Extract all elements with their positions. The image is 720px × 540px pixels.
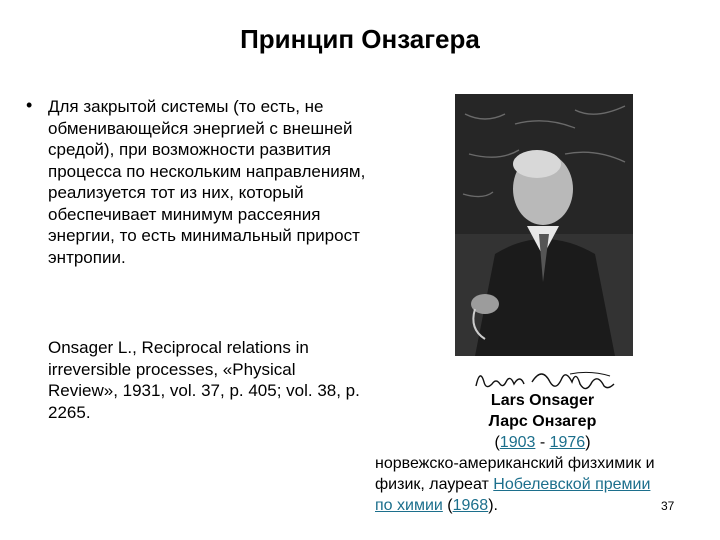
- caption-name-ru: Ларс Онзагер: [488, 413, 597, 430]
- close-paren: ): [585, 434, 591, 451]
- open-paren: (: [494, 434, 500, 451]
- link-birth-year[interactable]: 1903: [499, 434, 536, 451]
- caption-line2-prefix: физик, лауреат: [375, 476, 494, 493]
- portrait-illustration: [455, 94, 633, 356]
- link-death-year[interactable]: 1976: [549, 434, 586, 451]
- caption-line2: [375, 474, 710, 495]
- caption-name-en: Lars Onsager: [490, 392, 595, 409]
- dash: -: [535, 434, 550, 451]
- signature-image: [470, 360, 630, 394]
- portrait-photo: [455, 94, 633, 356]
- bullet-text: Для закрытой системы (то есть, не обменивающейся энергией с внешней средой), при возможности развития процесса по нескольким направлениям, реализуется тот из них, который обеспечивает минимум рассеяния энергии, то есть минимальный прирост энтропии.: [48, 97, 366, 267]
- caption-line1: норвежско-американский физхимик и: [375, 455, 655, 472]
- slide-title: Принцип Онзагера: [240, 24, 480, 54]
- bullet-marker: •: [26, 95, 33, 115]
- link-nobel-prize[interactable]: Нобелевской премии: [493, 476, 651, 493]
- year-suffix: ).: [488, 497, 498, 514]
- link-chemistry[interactable]: по химии: [375, 497, 443, 514]
- caption-line3: [375, 495, 710, 516]
- caption-lifespan: [375, 432, 710, 453]
- link-award-year[interactable]: 1968: [452, 497, 489, 514]
- year-prefix: (: [442, 497, 453, 514]
- bullet-item: [26, 96, 366, 268]
- photo-caption: [375, 390, 710, 516]
- page-number: 37: [661, 499, 675, 513]
- citation-reference: Onsager L., Reciprocal relations in irreversible processes, «Physical Review», 1931, vol. 37, p. 405; vol. 38, p. 2265.: [48, 338, 360, 422]
